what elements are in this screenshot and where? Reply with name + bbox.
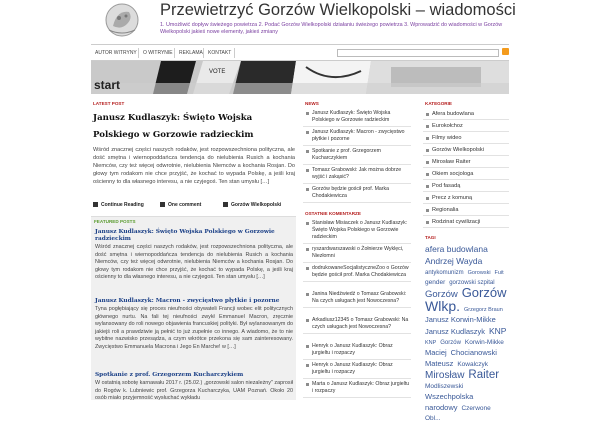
nav-divider — [234, 48, 235, 58]
comment-item-label: Stanisław Misiaczek o Janusz Kudlaszyk: Święto Wojska Polskiego w Gorzowie radzieckim — [312, 220, 408, 240]
tag-link[interactable]: Grzegorz Braun — [463, 307, 503, 313]
category-item-label: Gorzów Wielkopolski — [432, 147, 484, 153]
continue-reading-label: Continue Reading — [101, 202, 144, 208]
category-item-label: Pod fasadą — [432, 183, 461, 189]
category-link[interactable] — [223, 201, 281, 210]
category-item-label: Eurokołchoz — [432, 123, 463, 129]
bullet-icon — [306, 169, 309, 172]
news-item[interactable] — [303, 148, 411, 165]
news-item[interactable] — [303, 167, 411, 184]
tag-link[interactable]: Raiter — [468, 369, 500, 381]
bullet-icon — [306, 293, 309, 296]
tag-link[interactable]: Wszechpolska narodowy — [425, 392, 474, 412]
site-logo-icon[interactable] — [91, 0, 153, 40]
tag-link[interactable]: Janusz Korwin-Mikke — [425, 315, 496, 324]
tag-link[interactable]: Korwin-Mikke — [464, 339, 504, 346]
category-item-label: Mirosław Raiter — [432, 159, 471, 165]
bullet-icon — [426, 113, 429, 116]
category-label: Gorzów Wielkopolski — [231, 202, 282, 208]
page-banner — [91, 61, 509, 94]
categories-label: KATEGORIE — [425, 101, 452, 106]
news-item-label: Gorzów będzie gościł prof. Marka Chodakiewicza — [312, 186, 389, 199]
tag-link[interactable]: Mateusz — [425, 359, 454, 368]
category-item-label: Okiem socjologa — [432, 171, 474, 177]
category-item[interactable] — [423, 182, 509, 192]
bullet-icon — [306, 131, 309, 134]
page-title: start — [94, 78, 121, 92]
category-item[interactable] — [423, 158, 509, 168]
comment-item-label: Arkadiusz12345 o Tomasz Grabowski: Na czych usługach jest Nowoczesna? — [312, 317, 409, 330]
tags-label: TAGI — [425, 235, 436, 240]
featured-post-text: Tyna pogłębiający się proces nieufności obywateli Francji wobec elit politycznych głównego nurtu. Na fali tej nieufności zwykł Emmanuel Macron, zręcznie wylansowany do roli nowego objawienia francuskiej polityki. Był wylansowanym do jakiejś roli a prawdziwie ją pełnić to już zupełnie co innego. A wiadomo, że to nie wybitne nazwisko przesądza, a czym wkrótce przekona się sam zainteresowany. Zwycięstwo Emmanuela Macrona i Jego En Marche! w […] — [95, 306, 293, 350]
comment-item[interactable] — [303, 220, 411, 244]
tag-link[interactable]: Mirosław — [425, 370, 465, 381]
folder-icon — [223, 202, 228, 207]
featured-post-title[interactable]: Janusz Kudlaszyk: Macron - zwycięstwo płytkie i pozorne — [95, 298, 280, 304]
comment-item-label: dodrukowaneSocjalistyczneZoo o Gorzów będzie gościł prof. Marka Chodakiewicza — [312, 265, 409, 278]
comment-item-label: Janina Niedźwiedź o Tomasz Grabowski: Na czych usługach jest Nowoczesna? — [312, 291, 407, 304]
category-item[interactable] — [423, 194, 509, 204]
tag-link[interactable]: Kowalczyk — [457, 361, 489, 368]
news-item-label: Janusz Kudlaszyk: Macron - zwycięstwo płytkie i pozorne — [312, 129, 405, 142]
tag-link[interactable]: afera budowlana — [425, 244, 488, 254]
bullet-icon — [306, 248, 309, 251]
category-item[interactable] — [423, 110, 509, 120]
tag-link[interactable]: Gorzów — [425, 289, 458, 300]
comment-item[interactable] — [303, 265, 411, 282]
tag-link[interactable]: KNP — [488, 326, 507, 336]
news-item-label: Spotkanie z prof. Grzegorzem Kucharczykiem — [312, 148, 381, 161]
tag-link[interactable]: antykomunizm — [425, 270, 464, 276]
tag-link[interactable]: Fuit — [494, 270, 504, 276]
featured-post — [95, 298, 293, 351]
featured-post — [95, 372, 293, 403]
tag-link[interactable]: Gorowski — [467, 270, 491, 276]
category-item-label: Filmy wideo — [432, 135, 462, 141]
tag-link[interactable]: Obl... — [425, 415, 441, 422]
featured-post-text: W ostatnią sobotę karnawału 2017 r. (25.02.) „gorzowski salon niezależny" zaprosił do Rogów k. Lubniewic prof. Grzegorza Kucharczyka, UAM Poznań. Około 20 osób miało przyjemność wysłuchać wykładu — [95, 380, 293, 401]
latest-post-title[interactable]: Janusz Kudlaszyk: Święto Wojska Polskiego w Gorzowie radzieckim — [93, 113, 254, 140]
continue-reading-link[interactable] — [93, 201, 144, 210]
category-item-label: Regionalia — [432, 207, 459, 213]
featured-post-title[interactable]: Janusz Kudlaszyk: Święto Wojska Polskiego w Gorzowie radzieckim — [95, 229, 275, 242]
tag-link[interactable]: Janusz Kudlaszyk — [425, 327, 486, 336]
search-input[interactable] — [337, 49, 499, 57]
nav-item-o-witrynie[interactable]: O WITRYNIE — [143, 50, 173, 56]
comments-link[interactable] — [160, 201, 201, 210]
bullet-icon — [426, 221, 429, 224]
bullet-icon — [426, 185, 429, 188]
category-item[interactable] — [423, 206, 509, 216]
featured-posts — [91, 216, 296, 400]
news-label: NEWS — [305, 101, 319, 106]
rss-icon[interactable] — [502, 48, 509, 55]
bullet-icon — [426, 149, 429, 152]
comment-item-label: Henryk o Janusz Kudlaszyk: Obraz jurgieltu i rozpaczy — [312, 362, 393, 375]
latest-post-label: LATEST POST — [93, 101, 125, 106]
bullet-icon — [306, 319, 309, 322]
tag-cloud — [425, 244, 509, 424]
featured-post-text: Wśród znacznej części naszych rodaków, jest rozpowszechniona polityczna, ale dość smętna i wiernopoddańcza tendencja do nielubienia Rusich a kochania Niemców, czy też więcej odwrotnie, nielubienia Niemców a kochania Rosjan. Do głowy tym rodakom nie chce przyjść, że kochać to wypada Polskę, a jeśli kraj ościenny to dla własnego interesu, a nie czyjegoś. Ten stan umysłu […] — [95, 244, 293, 280]
banner-image — [91, 61, 509, 94]
featured-post — [95, 229, 293, 282]
bullet-icon — [306, 222, 309, 225]
tag-link[interactable]: Andrzej Wayda — [425, 256, 483, 266]
site-header — [91, 0, 516, 42]
news-item-label: Janusz Kudlaszyk: Święto Wojska Polskiego w Gorzowie radzieckim — [312, 110, 391, 123]
tag-link[interactable]: Czerwone — [461, 405, 491, 412]
bullet-icon — [306, 267, 309, 270]
nav-item-autor[interactable]: AUTOR WITRYNY — [95, 50, 137, 56]
comment-item-label: ryszardwarszawski o Żołnierze Wyklęci, Niezłomni — [312, 246, 404, 259]
tag-link[interactable]: gorzowski szpital — [449, 280, 495, 286]
latest-post-excerpt: Wśród znacznej części naszych rodaków, jest rozpowszechniona polityczna, ale dość smętna i wiernopoddańcza tendencja do nielubienia Rusich a kochania Niemców, czy też więcej odwrotnie, nielubienia Niemców a kochania Rosjan. Do głowy tym rodakom nie chce przyjść, że kochać to wypada Polskę, a jeśli kraj ościenny to dla własnego interesu, a nie czyjegoś. Ten stan umysłu […] — [93, 147, 295, 185]
featured-post-title[interactable]: Spotkanie z prof. Grzegorzem Kucharczykiem — [95, 372, 244, 378]
tag-link[interactable]: Gorzów — [440, 340, 461, 346]
bullet-icon — [426, 125, 429, 128]
comments-label: OSTATNIE KOMENTARZE — [305, 211, 361, 216]
bullet-icon — [426, 197, 429, 200]
comment-item[interactable] — [303, 291, 411, 308]
comment-item[interactable] — [303, 381, 411, 398]
tag-link[interactable]: Chocianowski — [450, 348, 497, 357]
tag-link[interactable]: Maciej — [425, 348, 447, 357]
category-item-label: Precz z komuną — [432, 195, 473, 201]
news-item-label: Tomasz Grabowski: Jak można dobrze wyjść i zakąsić? — [312, 167, 402, 180]
main-navigation — [91, 44, 509, 61]
bullet-icon — [426, 137, 429, 140]
news-item[interactable] — [303, 186, 411, 203]
category-item[interactable] — [423, 122, 509, 132]
comment-item-label: Henryk o Janusz Kudlaszyk: Obraz jurgieltu i rozpaczy — [312, 343, 393, 356]
bullet-icon — [306, 112, 309, 115]
news-item[interactable] — [303, 110, 411, 127]
bullet-icon — [306, 150, 309, 153]
site-title[interactable]: Przewietrzyć Gorzów Wielkopolski – wiadomości — [160, 1, 516, 19]
tag-link[interactable]: gender — [425, 279, 446, 286]
category-item[interactable] — [423, 170, 509, 180]
bullet-icon — [426, 161, 429, 164]
comment-item[interactable] — [303, 343, 411, 360]
arrow-icon — [93, 202, 98, 207]
bullet-icon — [306, 383, 309, 386]
tag-link[interactable]: Gorzów — [461, 285, 507, 300]
category-item-label: Rodzinat cywilizacji — [432, 219, 481, 225]
featured-posts-label: FEATURED POSTS — [94, 219, 136, 224]
category-item[interactable] — [423, 146, 509, 156]
category-item-label: Afera budowlana — [432, 111, 474, 117]
bullet-icon — [306, 364, 309, 367]
bullet-icon — [306, 345, 309, 348]
comment-item-label: Marta o Janusz Kudlaszyk: Obraz jurgieltu i rozpaczy — [312, 381, 410, 394]
tag-link[interactable]: KNP — [425, 340, 437, 346]
comments-label: One comment — [168, 202, 202, 208]
nav-item-kontakt[interactable]: KONTAKT — [208, 50, 232, 56]
tag-link[interactable]: Wlkp. — [425, 298, 460, 314]
tag-link[interactable]: Modliszewski — [425, 383, 464, 390]
comment-item[interactable] — [303, 317, 411, 334]
bullet-icon — [426, 173, 429, 176]
comment-item[interactable] — [303, 362, 411, 379]
news-item[interactable] — [303, 129, 411, 146]
svg-text:VOTE: VOTE — [209, 69, 226, 75]
comment-item[interactable] — [303, 246, 411, 263]
nav-item-reklama[interactable]: REKLAMA — [179, 50, 203, 56]
site-tagline: 1. Umożliwić dopływ świeżego powietrza 2. Podać Gorzów Wielkopolski działaniu świeżego powietrza 3. Wprowadzić do wiadomości w Gorzów Wielkopolski jakieś nowe elementy, jakieś zmiany — [160, 22, 503, 35]
category-item[interactable] — [423, 134, 509, 144]
bullet-icon — [306, 188, 309, 191]
bullet-icon — [426, 209, 429, 212]
category-item[interactable] — [423, 218, 509, 228]
comment-icon — [160, 202, 165, 207]
